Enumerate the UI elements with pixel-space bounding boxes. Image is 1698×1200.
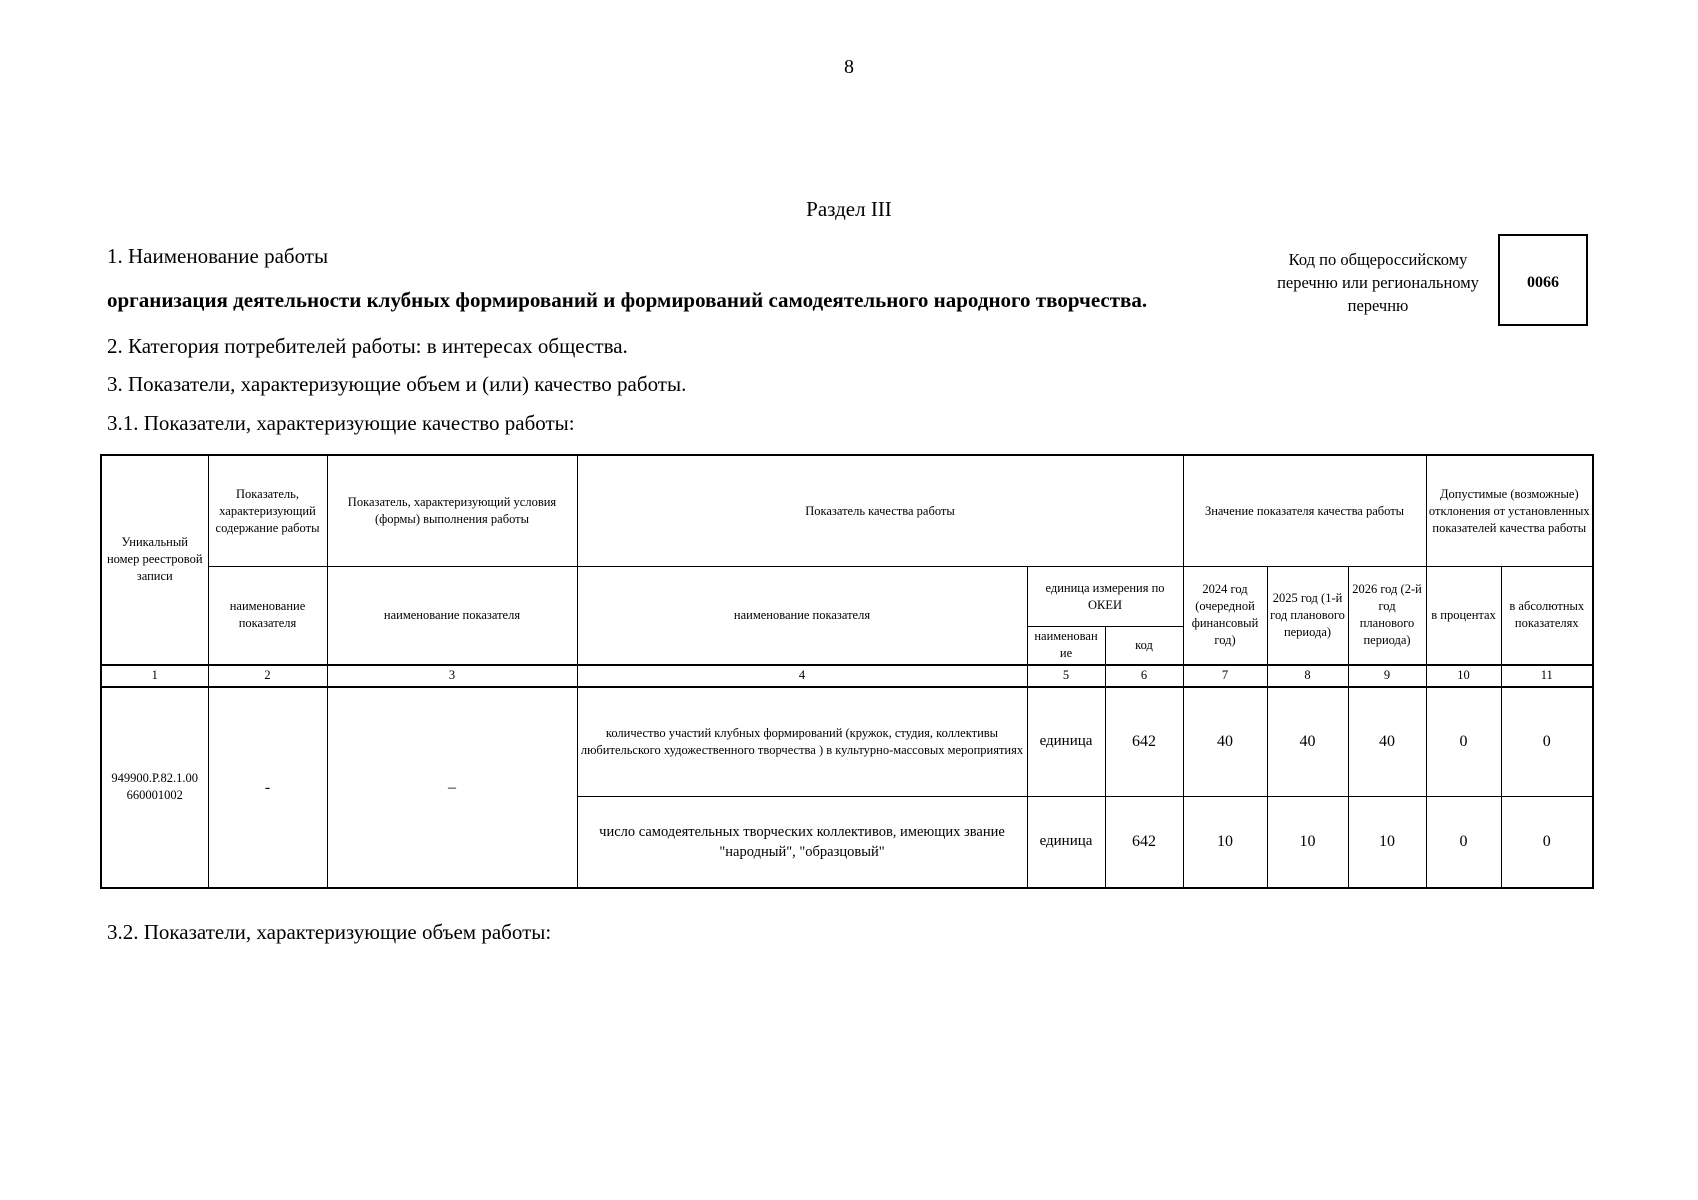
header-quality-value: Значение показателя качества работы [1183,455,1426,567]
header-year-2026: 2026 год (2-й год планового периода) [1348,567,1426,665]
item1-label: 1. Наименование работы [107,244,329,268]
header-in-percent: в процентах [1426,567,1501,665]
code-label-line: перечню или региональному [1277,273,1479,292]
code-value-box: 0066 [1498,234,1588,326]
header-okei-unit: единица измерения по ОКЕИ [1027,567,1183,627]
column-number: 5 [1027,665,1105,687]
header-unit-name: наименован ие [1027,627,1105,665]
value-2024: 10 [1183,796,1267,888]
column-number: 10 [1426,665,1501,687]
header-in-absolute: в абсолютных показателях [1501,567,1593,665]
column-number: 6 [1105,665,1183,687]
deviation-percent: 0 [1426,796,1501,888]
header-quality-indicator-name: наименование показателя [577,567,1027,665]
header-quality-indicator: Показатель качества работы [577,455,1183,567]
header-deviations: Допустимые (возможные) отклонения от установленных показателей качества работы [1426,455,1593,567]
header-content-indicator-name: наименование показателя [208,567,327,665]
indicator-name: количество участий клубных формирований (кружок, студия, коллективы любительского художественного творчества ) в культурно-массовых мероприятиях [577,687,1027,797]
header-conditions-indicator-name: наименование показателя [327,567,577,665]
code-label-line: Код по общероссийскому [1288,250,1468,269]
column-number-row [101,665,1593,687]
code-label [1262,248,1494,317]
column-number: 2 [208,665,327,687]
deviation-absolute: 0 [1501,796,1593,888]
unit-name: единица [1027,796,1105,888]
indicator-name: число самодеятельных творческих коллективов, имеющих звание "народный", "образцовый" [577,796,1027,888]
column-number: 4 [577,665,1027,687]
column-number: 3 [327,665,577,687]
value-2024: 40 [1183,687,1267,797]
header-unit-code: код [1105,627,1183,665]
work-name: организация деятельности клубных формирований и формирований самодеятельного народного творчества. [107,288,1148,312]
header-unique-number: Уникальный номер реестровой записи [101,455,208,665]
content-value: - [208,687,327,888]
header-year-2024: 2024 год (очередной финансовый год) [1183,567,1267,665]
item31-heading: 3.1. Показатели, характеризующие качество работы: [107,411,575,435]
section-title: Раздел III [806,197,892,221]
record-id: 949900.Р.82.1.00 660001002 [101,687,208,888]
unit-code: 642 [1105,796,1183,888]
consumer-category: 2. Категория потребителей работы: в интересах общества. [107,334,628,358]
header-year-2025: 2025 год (1-й год планового периода) [1267,567,1348,665]
header-conditions-indicator: Показатель, характеризующий условия (формы) выполнения работы [327,455,577,567]
deviation-absolute: 0 [1501,687,1593,797]
table-row [101,687,1593,797]
value-2025: 40 [1267,687,1348,797]
column-number: 7 [1183,665,1267,687]
conditions-value: – [327,687,577,888]
quality-indicators-table [100,454,1594,889]
unit-code: 642 [1105,687,1183,797]
item3-heading: 3. Показатели, характеризующие объем и (или) качество работы. [107,372,687,396]
column-number: 1 [101,665,208,687]
deviation-percent: 0 [1426,687,1501,797]
page-number: 8 [844,56,854,78]
value-2026: 40 [1348,687,1426,797]
column-number: 9 [1348,665,1426,687]
item32-heading: 3.2. Показатели, характеризующие объем работы: [107,920,552,944]
unit-name: единица [1027,687,1105,797]
column-number: 8 [1267,665,1348,687]
value-2025: 10 [1267,796,1348,888]
code-label-line: перечню [1347,296,1409,315]
value-2026: 10 [1348,796,1426,888]
header-content-indicator: Показатель, характеризующий содержание работы [208,455,327,567]
column-number: 11 [1501,665,1593,687]
